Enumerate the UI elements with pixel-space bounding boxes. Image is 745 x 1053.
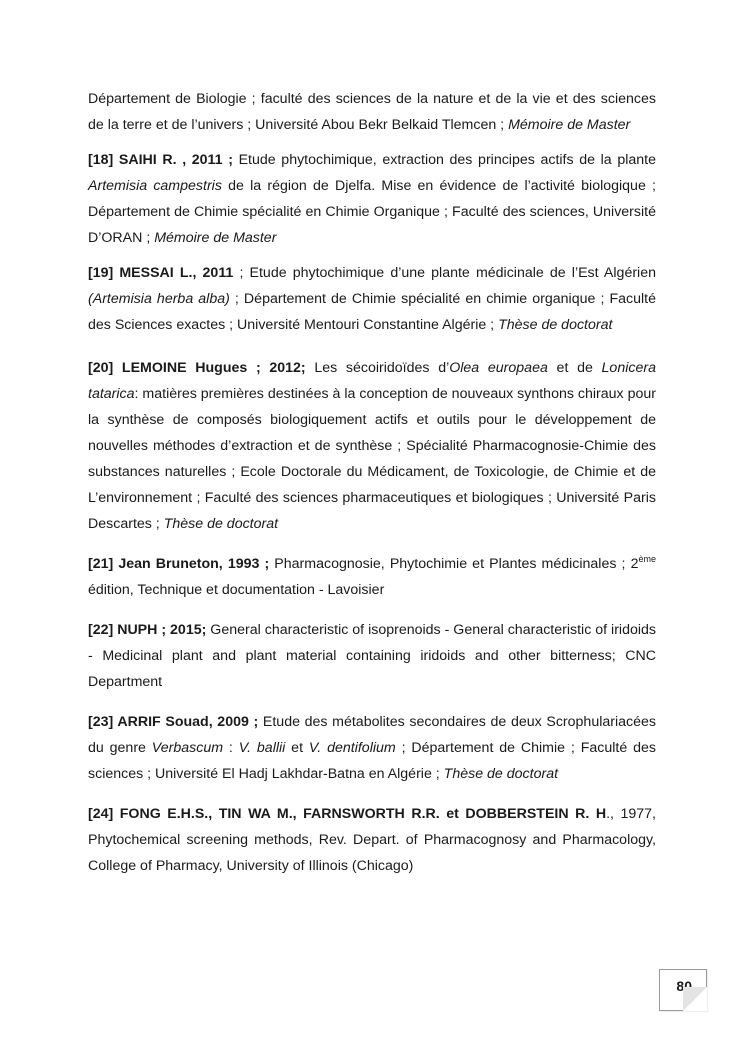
reference-text: Etude phytochimique, extraction des principes actifs de la plante xyxy=(232,152,656,168)
species-name: V. ballii xyxy=(238,740,286,756)
reference-text: ; Département de Chimie ; Faculté des sciences ; Université El Hadj Lakhdar-Batna en Algérie ; xyxy=(88,740,656,782)
reference-author-year: [21] Jean Bruneton, 1993 ; xyxy=(88,556,270,572)
species-name: (Artemisia herba alba) xyxy=(88,291,230,307)
reference-text: et xyxy=(285,740,309,756)
page-number: 80 xyxy=(676,978,692,994)
reference-author-year: [20] LEMOINE Hugues ; 2012; xyxy=(88,360,306,376)
reference-text: Les sécoiridoïdes d’ xyxy=(305,360,450,376)
document-type: Thèse de doctorat xyxy=(163,516,279,532)
reference-text: Etude des métabolites secondaires de deux Scrophulariacées du genre xyxy=(88,714,656,756)
document-type: Mémoire de Master xyxy=(508,117,631,133)
reference-author-year: [19] MESSAI L., 2011 xyxy=(88,265,234,281)
reference-continuation xyxy=(88,86,656,138)
species-name: Artemisia campestris xyxy=(88,178,222,194)
reference-text: ; Etude phytochimique d’une plante médicinale de l’Est Algérien xyxy=(233,265,656,281)
species-name: Lonicera tatarica xyxy=(88,360,656,402)
reference-author-year: [18] SAIHI R. , 2011 ; xyxy=(88,152,233,168)
reference-text: ; Département de Chimie spécialité en chimie organique ; Faculté des Sciences exactes ; Université Mentouri Constantine Algérie ; xyxy=(88,291,656,333)
reference-24 xyxy=(88,801,656,879)
reference-text: édition, Technique et documentation - Lavoisier xyxy=(88,582,385,598)
genus-name: Verbascum xyxy=(151,740,224,756)
reference-author-year: [24] FONG E.H.S., TIN WA M., FARNSWORTH R.R. et DOBBERSTEIN R. H xyxy=(88,806,607,822)
reference-text: et de xyxy=(547,360,602,376)
reference-text: General characteristic of isoprenoids - General characteristic of iridoids - Medicinal plant and plant material containing iridoids and other bitterness; CNC Department xyxy=(88,622,656,690)
reference-text: de la région de Djelfa. Mise en évidence de l’activité biologique ; Département de Chimie spécialité en Chimie Organique ; Faculté des sciences, Université D’ORAN ; xyxy=(88,178,656,246)
reference-22 xyxy=(88,617,656,695)
superscript: ème xyxy=(638,554,656,564)
reference-20 xyxy=(88,355,656,537)
reference-19 xyxy=(88,260,656,338)
reference-text: Pharmacognosie, Phytochimie et Plantes médicinales ; 2 xyxy=(269,556,639,572)
reference-text: ., 1977, Phytochemical screening methods, Rev. Depart. of Pharmacognosy and Pharmacology, College of Pharmacy, University of Illinois (Chicago) xyxy=(88,806,656,874)
document-type: Mémoire de Master xyxy=(154,230,277,246)
document-type: Thèse de doctorat xyxy=(443,766,559,782)
reference-author-year: [23] ARRIF Souad, 2009 ; xyxy=(88,714,259,730)
document-type: Thèse de doctorat xyxy=(498,317,613,333)
reference-21 xyxy=(88,551,656,603)
reference-18 xyxy=(88,147,656,251)
references-page xyxy=(88,86,656,879)
species-name: V. dentifolium xyxy=(308,740,396,756)
reference-author-year: [22] NUPH ; 2015; xyxy=(88,622,207,638)
page-curl-icon xyxy=(683,987,707,1011)
reference-text: Département de Biologie ; faculté des sciences de la nature et de la vie et des sciences de la terre et de l’univers ; Université Abou Bekr Belkaid Tlemcen ; xyxy=(88,91,656,133)
reference-text: : matières premières destinées à la conception de nouveaux synthons chiraux pour la synthèse de composés biologiquement actifs et outils pour le développement de nouvelles méthodes d’extraction et de synthèse ; Spécialité Pharmacognosie-Chimie des substances naturelles ; Ecole Doctorale du Médicament, de Toxicologie, de Chimie et de L’environnement ; Faculté des sciences pharmaceutiques et biologiques ; Université Paris Descartes ; xyxy=(88,386,656,532)
reference-text: : xyxy=(223,740,239,756)
species-name: Olea europaea xyxy=(449,360,548,376)
page-number-box xyxy=(659,969,707,1011)
reference-23 xyxy=(88,709,656,787)
